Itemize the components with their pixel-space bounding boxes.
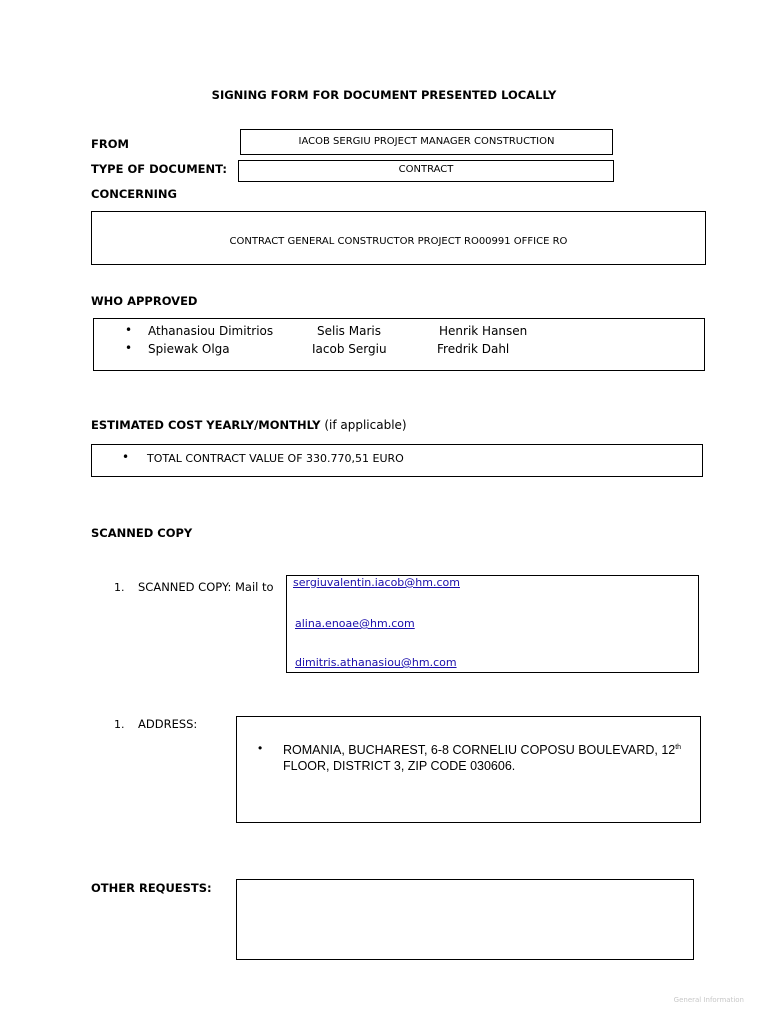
email-link[interactable]: dimitris.athanasiou@hm.com <box>295 656 457 669</box>
approver-name: Iacob Sergiu <box>312 342 387 356</box>
from-field[interactable] <box>240 129 613 155</box>
who-approved-box <box>93 318 705 371</box>
address-label: ADDRESS: <box>138 717 198 731</box>
concerning-label: CONCERNING <box>91 187 177 201</box>
bullet-icon: • <box>125 323 133 337</box>
other-requests-label: OTHER REQUESTS: <box>91 881 212 895</box>
email-link[interactable]: alina.enoae@hm.com <box>295 617 415 630</box>
approver-name: Selis Maris <box>317 324 381 338</box>
bullet-icon: • <box>125 341 133 355</box>
approver-name: Fredrik Dahl <box>437 342 510 356</box>
estimated-cost-box[interactable] <box>91 444 703 477</box>
estimated-cost-note: (if applicable) <box>320 418 407 432</box>
type-of-document-label: TYPE OF DOCUMENT: <box>91 162 227 176</box>
footer-classification: General Information <box>673 996 744 1004</box>
bullet-icon: • <box>122 450 130 464</box>
scanned-copy-emails-box <box>286 575 699 673</box>
approver-name: Henrik Hansen <box>439 324 528 338</box>
address-box[interactable] <box>236 716 701 823</box>
type-of-document-value: CONTRACT <box>398 164 454 175</box>
scanned-copy-item-label: SCANNED COPY: Mail to <box>138 580 274 594</box>
estimated-cost-label: ESTIMATED COST YEARLY/MONTHLY <box>91 418 321 432</box>
concerning-value: CONTRACT GENERAL CONSTRUCTOR PROJECT RO00991 OFFICE RO <box>229 236 568 247</box>
email-link[interactable]: sergiuvalentin.iacob@hm.com <box>293 576 460 589</box>
list-number: 1. <box>114 718 125 731</box>
address-line2: FLOOR, DISTRICT 3, ZIP CODE 030606. <box>283 759 516 774</box>
list-number: 1. <box>114 581 125 594</box>
estimated-cost-heading <box>91 418 407 432</box>
address-value <box>283 740 698 774</box>
scanned-copy-label: SCANNED COPY <box>91 526 193 540</box>
other-requests-field[interactable] <box>236 879 694 960</box>
page-title: SIGNING FORM FOR DOCUMENT PRESENTED LOCALLY <box>211 88 557 102</box>
from-value: IACOB SERGIU PROJECT MANAGER CONSTRUCTION <box>298 136 555 147</box>
from-label: FROM <box>91 137 129 151</box>
approver-name: Spiewak Olga <box>148 342 230 356</box>
estimated-cost-value: TOTAL CONTRACT VALUE OF 330.770,51 EURO <box>147 452 404 465</box>
type-of-document-field[interactable] <box>238 160 614 182</box>
address-line1: ROMANIA, BUCHAREST, 6-8 CORNELIU COPOSU BOULEVARD, 12 <box>283 743 676 758</box>
who-approved-label: WHO APPROVED <box>91 294 198 308</box>
address-superscript: th <box>675 744 682 751</box>
approver-name: Athanasiou Dimitrios <box>148 324 274 338</box>
bullet-icon: • <box>258 741 263 755</box>
concerning-field[interactable] <box>91 211 706 265</box>
